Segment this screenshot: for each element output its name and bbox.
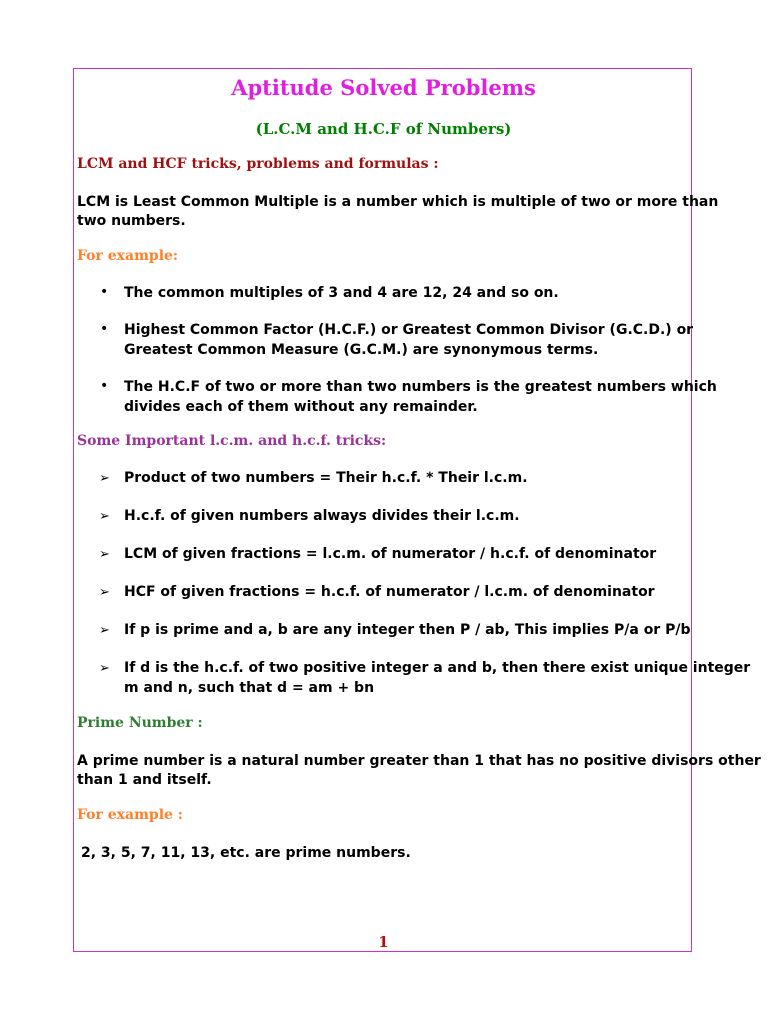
intro-line-2: two numbers. [77, 213, 186, 229]
page-number: 1 [378, 933, 389, 951]
bullet-icon: • [100, 284, 109, 300]
arrow-bullet-icon: ➢ [99, 509, 110, 524]
bullet-icon: • [100, 321, 109, 337]
tricks-heading: Some Important l.c.m. and h.c.f. tricks: [77, 433, 387, 449]
trick-item-6-line-2: m and n, such that d = am + bn [124, 680, 375, 696]
section-heading-lcm-hcf: LCM and HCF tricks, problems and formulas : [77, 156, 439, 172]
trick-item-1: Product of two numbers = Their h.c.f. * Their l.c.m. [124, 470, 528, 486]
bullet-item-3-line-2: divides each of them without any remainder. [124, 399, 478, 415]
prime-definition-line-2: than 1 and itself. [77, 772, 212, 788]
bullet-item-1: The common multiples of 3 and 4 are 12, 24 and so on. [124, 285, 559, 301]
page-title: Aptitude Solved Problems [231, 75, 536, 100]
example-heading-2: For example : [77, 807, 183, 823]
prime-definition-line-1: A prime number is a natural number greater than 1 that has no positive divisors other [77, 753, 761, 769]
bullet-icon: • [100, 378, 109, 394]
trick-item-4: HCF of given fractions = h.c.f. of numerator / l.c.m. of denominator [124, 584, 655, 600]
arrow-bullet-icon: ➢ [99, 623, 110, 638]
trick-item-6-line-1: If d is the h.c.f. of two positive integer a and b, then there exist unique integer [124, 660, 751, 676]
document-page [73, 68, 761, 952]
arrow-bullet-icon: ➢ [99, 471, 110, 486]
bullet-item-2-line-1: Highest Common Factor (H.C.F.) or Greatest Common Divisor (G.C.D.) or [124, 322, 694, 338]
example-heading-1: For example: [77, 248, 179, 264]
prime-number-heading: Prime Number : [77, 715, 203, 731]
bullet-item-3-line-1: The H.C.F of two or more than two numbers is the greatest numbers which [124, 379, 717, 395]
prime-examples: 2, 3, 5, 7, 11, 13, etc. are prime numbers. [81, 845, 411, 861]
arrow-bullet-icon: ➢ [99, 585, 110, 600]
intro-line-1: LCM is Least Common Multiple is a number which is multiple of two or more than [77, 194, 719, 210]
trick-item-3: LCM of given fractions = l.c.m. of numerator / h.c.f. of denominator [124, 546, 657, 562]
trick-item-2: H.c.f. of given numbers always divides their l.c.m. [124, 508, 520, 524]
trick-item-5: If p is prime and a, b are any integer then P / ab, This implies P/a or P/b [124, 622, 691, 638]
bullet-item-2-line-2: Greatest Common Measure (G.C.M.) are synonymous terms. [124, 342, 599, 358]
arrow-bullet-icon: ➢ [99, 547, 110, 562]
arrow-bullet-icon: ➢ [99, 661, 110, 676]
page-subtitle: (L.C.M and H.C.F of Numbers) [255, 120, 512, 138]
